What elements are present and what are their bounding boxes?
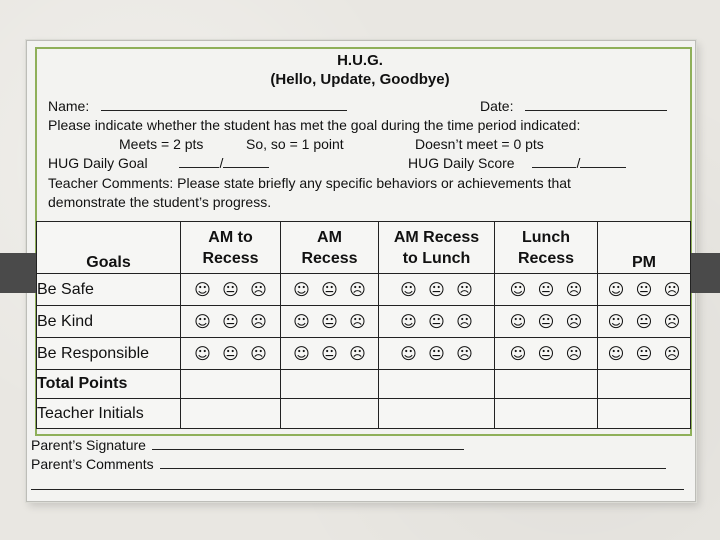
sad-face-icon[interactable]: ☹ [349,280,366,299]
face-cell[interactable] [598,274,691,306]
happy-face-icon[interactable]: ☺ [194,312,211,331]
face-cell[interactable] [181,306,281,338]
teacher-initials-row [37,399,691,429]
parent-comments-row [31,456,666,472]
parent-comments-field[interactable] [160,457,666,469]
teacher-comments-line2: demonstrate the student’s progress. [48,194,272,210]
sad-face-icon[interactable]: ☹ [349,312,366,331]
sad-face-icon[interactable]: ☹ [456,280,473,299]
sad-face-icon[interactable]: ☹ [565,344,583,363]
face-cell[interactable] [281,338,379,370]
daily-score-row [408,154,626,172]
table-header-row [37,222,691,274]
happy-face-icon[interactable]: ☺ [400,280,417,299]
total-points-label: Total Points [37,370,181,399]
sad-face-icon[interactable]: ☹ [663,280,681,299]
happy-face-icon[interactable]: ☺ [194,280,211,299]
sad-face-icon[interactable]: ☹ [456,344,473,363]
hug-goals-table [36,221,691,429]
neutral-face-icon[interactable]: 😐 [222,312,239,331]
form-subtitle: (Hello, Update, Goodbye) [270,71,450,88]
neutral-face-icon[interactable]: 😐 [635,344,653,363]
sad-face-icon[interactable]: ☹ [250,312,267,331]
face-cell[interactable] [598,338,691,370]
daily-score-field-a[interactable] [532,155,576,168]
daily-score-label: HUG Daily Score [408,155,515,171]
total-points-row [37,370,691,399]
teacher-initials-cell[interactable] [181,399,281,429]
instructions-line: Please indicate whether the student has met the goal during the time period indicated: [48,117,581,133]
sad-face-icon[interactable]: ☹ [663,344,681,363]
sad-face-icon[interactable]: ☹ [250,280,267,299]
teacher-comments-line1: Teacher Comments: Please state briefly any specific behaviors or achievements that [48,175,571,191]
date-field[interactable] [525,98,667,111]
face-cell[interactable] [281,274,379,306]
happy-face-icon[interactable]: ☺ [509,280,527,299]
total-points-cell[interactable] [495,370,598,399]
face-cell[interactable] [495,306,598,338]
goal-label: Be Kind [37,306,181,338]
happy-face-icon[interactable]: ☺ [607,312,625,331]
neutral-face-icon[interactable]: 😐 [428,280,445,299]
header-am-recess-to-lunch: AM Recess to Lunch [379,222,495,274]
parent-signature-label: Parent’s Signature [31,437,146,453]
header-pm: PM [598,222,691,274]
face-cell[interactable] [181,274,281,306]
happy-face-icon[interactable]: ☺ [194,344,211,363]
neutral-face-icon[interactable]: 😐 [537,312,555,331]
header-lunch-recess: Lunch Recess [495,222,598,274]
teacher-initials-cell[interactable] [379,399,495,429]
teacher-initials-cell[interactable] [495,399,598,429]
face-cell[interactable] [598,306,691,338]
name-label: Name: [48,98,90,114]
total-points-cell[interactable] [281,370,379,399]
neutral-face-icon[interactable]: 😐 [321,312,338,331]
face-cell[interactable] [181,338,281,370]
daily-goal-field-a[interactable] [179,155,219,168]
daily-score-field-b[interactable] [580,155,626,168]
total-points-cell[interactable] [379,370,495,399]
total-points-cell[interactable] [598,370,691,399]
goal-label: Be Safe [37,274,181,306]
header-goals: Goals [37,222,181,274]
left-side-tab [0,253,36,293]
parent-signature-row [31,437,464,453]
parent-comments-line-2[interactable] [31,489,684,490]
daily-goal-row [48,154,269,172]
date-row [480,97,667,115]
soso-score: So, so = 1 point [246,136,344,152]
happy-face-icon[interactable]: ☺ [607,344,625,363]
name-row [48,97,347,115]
face-cell[interactable] [495,338,598,370]
teacher-initials-label: Teacher Initials [37,399,181,429]
daily-goal-field-b[interactable] [223,155,269,168]
form-title: H.U.G. [337,52,383,69]
face-cell[interactable] [379,338,495,370]
sad-face-icon[interactable]: ☹ [456,312,473,331]
face-cell[interactable] [379,274,495,306]
happy-face-icon[interactable]: ☺ [509,312,527,331]
doesnt-meet-score: Doesn’t meet = 0 pts [415,136,544,152]
happy-face-icon[interactable]: ☺ [509,344,527,363]
header-am-recess: AM Recess [281,222,379,274]
neutral-face-icon[interactable]: 😐 [222,344,239,363]
happy-face-icon[interactable]: ☺ [400,344,417,363]
sad-face-icon[interactable]: ☹ [663,312,681,331]
neutral-face-icon[interactable]: 😐 [635,280,653,299]
face-cell[interactable] [281,306,379,338]
sad-face-icon[interactable]: ☹ [565,280,583,299]
goal-label: Be Responsible [37,338,181,370]
meets-score: Meets = 2 pts [119,136,204,152]
table-row [37,274,691,306]
happy-face-icon[interactable]: ☺ [293,312,310,331]
daily-goal-label: HUG Daily Goal [48,155,148,171]
happy-face-icon[interactable]: ☺ [293,344,310,363]
daily-goal-slash: / [219,155,224,171]
parent-comments-label: Parent’s Comments [31,456,154,472]
neutral-face-icon[interactable]: 😐 [537,344,555,363]
neutral-face-icon[interactable]: 😐 [635,312,653,331]
happy-face-icon[interactable]: ☺ [400,312,417,331]
happy-face-icon[interactable]: ☺ [607,280,625,299]
header-am-to-recess: AM to Recess [181,222,281,274]
table-row [37,338,691,370]
teacher-initials-cell[interactable] [281,399,379,429]
neutral-face-icon[interactable]: 😐 [321,280,338,299]
happy-face-icon[interactable]: ☺ [293,280,310,299]
neutral-face-icon[interactable]: 😐 [428,312,445,331]
date-label: Date: [480,98,514,114]
neutral-face-icon[interactable]: 😐 [537,280,555,299]
neutral-face-icon[interactable]: 😐 [428,344,445,363]
daily-score-slash: / [576,155,581,171]
sad-face-icon[interactable]: ☹ [565,312,583,331]
sad-face-icon[interactable]: ☹ [250,344,267,363]
face-cell[interactable] [379,306,495,338]
table-row [37,306,691,338]
sad-face-icon[interactable]: ☹ [349,344,366,363]
face-cell[interactable] [495,274,598,306]
neutral-face-icon[interactable]: 😐 [321,344,338,363]
teacher-initials-cell[interactable] [598,399,691,429]
parent-signature-field[interactable] [152,438,464,450]
neutral-face-icon[interactable]: 😐 [222,280,239,299]
total-points-cell[interactable] [181,370,281,399]
name-field[interactable] [101,98,347,111]
